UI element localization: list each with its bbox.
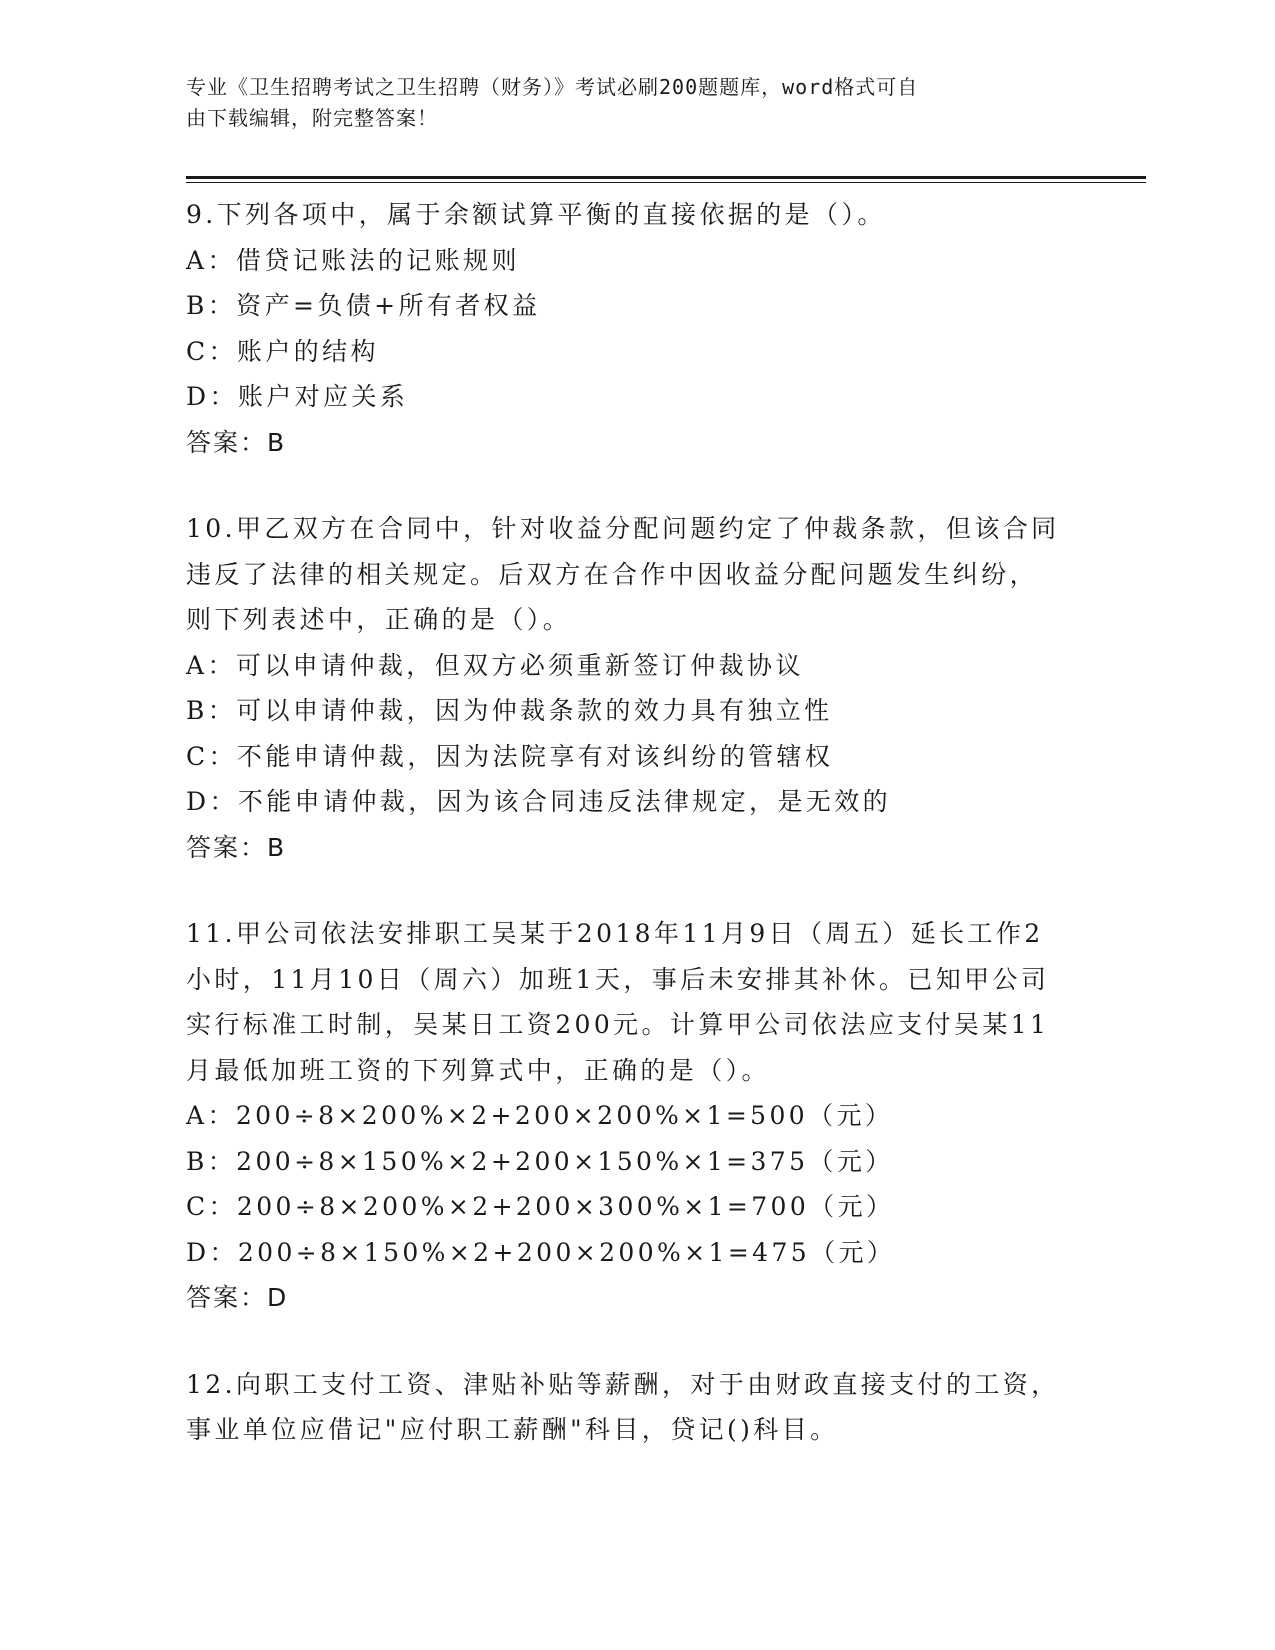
question-9: [186, 192, 1086, 465]
option-a: A：借贷记账法的记账规则: [186, 245, 520, 275]
question-stem: 则下列表述中，正确的是（）。: [186, 605, 572, 634]
answer-label: 答案：D: [186, 1283, 289, 1312]
question-11: [186, 911, 1086, 1321]
question-12: [186, 1362, 1086, 1453]
option-c: C：200÷8×200%×2+200×300%×1=700（元）: [186, 1192, 895, 1221]
question-stem: 事业单位应借记"应付职工薪酬"科目，贷记()科目。: [186, 1415, 839, 1444]
header-divider-thin: [186, 182, 1146, 183]
question-stem: 月最低加班工资的下列算式中，正确的是（）。: [186, 1055, 770, 1085]
option-a: A：200÷8×200%×2+200×200%×1=500（元）: [186, 1101, 894, 1130]
question-list: [186, 192, 1086, 1494]
option-d: D：账户对应关系: [186, 382, 409, 411]
option-c: C：不能申请仲裁，因为法院享有对该纠纷的管辖权: [186, 741, 834, 771]
header-divider-thick: [186, 176, 1146, 179]
header-line-1: 专业《卫生招聘考试之卫生招聘（财务）》考试必刷200题题库，word格式可自: [186, 75, 919, 99]
answer-label: 答案：B: [186, 427, 287, 457]
option-b: B：可以申请仲裁，因为仲裁条款的效力具有独立性: [186, 696, 833, 725]
option-d: D：200÷8×150%×2+200×200%×1=475（元）: [186, 1237, 896, 1267]
answer-label: 答案：B: [186, 832, 287, 862]
option-b: B：200÷8×150%×2+200×150%×1=375（元）: [186, 1146, 894, 1176]
option-d: D：不能申请仲裁，因为该合同违反法律规定，是无效的: [186, 787, 892, 816]
question-stem: 实行标准工时制，吴某日工资200元。计算甲公司依法应支付吴某11: [186, 1010, 1050, 1039]
question-stem: 12.向职工支付工资、津贴补贴等薪酬，对于由财政直接支付的工资，: [186, 1369, 1060, 1399]
document-header: [186, 72, 1086, 134]
question-stem: 10.甲乙双方在合同中，针对收益分配问题约定了仲裁条款，但该合同: [186, 514, 1060, 543]
option-c: C：账户的结构: [186, 336, 379, 366]
question-stem: 11.甲公司依法安排职工吴某于2018年11月9日（周五）延长工作2: [186, 919, 1044, 948]
question-stem: 9.下列各项中，属于余额试算平衡的直接依据的是（）。: [186, 200, 886, 229]
question-10: [186, 506, 1086, 870]
option-b: B：资产=负债+所有者权益: [186, 291, 541, 320]
question-stem: 小时，11月10日（周六）加班1天，事后未安排其补休。已知甲公司: [186, 964, 1050, 994]
option-a: A：可以申请仲裁，但双方必须重新签订仲裁协议: [186, 650, 804, 680]
header-line-2: 由下载编辑，附完整答案！: [186, 106, 438, 130]
question-stem: 违反了法律的相关规定。后双方在合作中因收益分配问题发生纠纷，: [186, 559, 1039, 589]
